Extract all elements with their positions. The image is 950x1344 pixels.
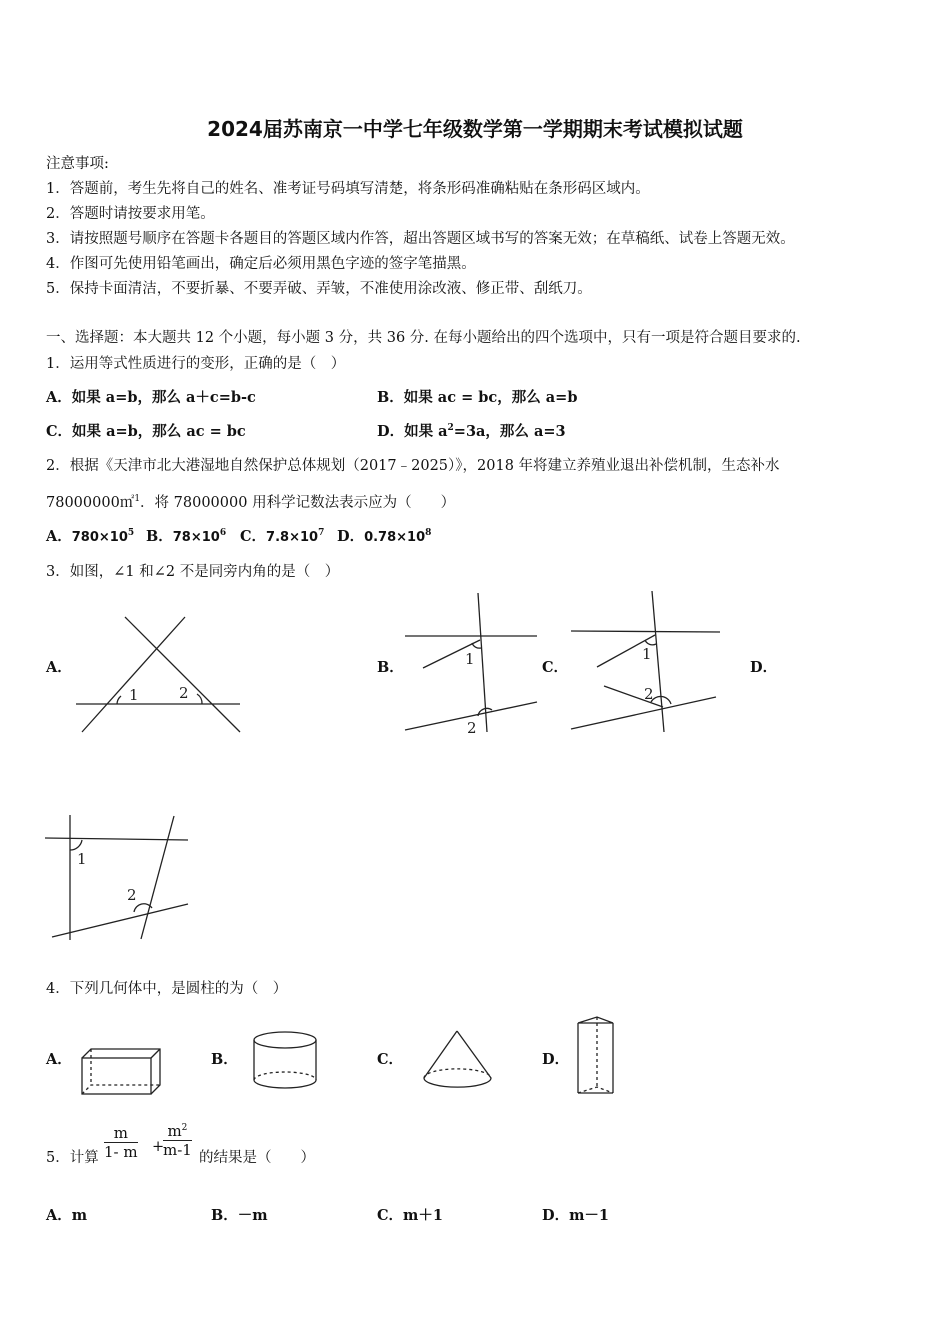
q1-option-d: D．如果 $a^2=3a$，那么 a=3 xyxy=(377,423,566,440)
angle-2-label: 2 xyxy=(467,719,477,737)
angle-2-label: 2 xyxy=(179,684,189,702)
page-title: 2024届苏南京一中学七年级数学第一学期期末考试模拟试题 xyxy=(207,117,743,141)
fraction-m-over-1-minus-m: $\frac{m}{1- m}$ xyxy=(104,1124,138,1161)
angle-2-label: 2 xyxy=(644,685,654,703)
question-5-stem-suffix: 的结果是（ ） xyxy=(199,1150,315,1166)
q2-option-c: C．$7.8\times 10^7$ xyxy=(240,528,325,545)
q3-option-a-label: A． xyxy=(46,659,72,676)
q5-option-b: B．－m xyxy=(211,1207,268,1224)
angle-1-label: 1 xyxy=(465,650,475,668)
q1-option-a: A．如果 a=b，那么 a＋c=b-c xyxy=(46,389,256,406)
q3-option-c-label: C． xyxy=(542,659,569,676)
notice-heading: 注意事项: xyxy=(46,156,109,172)
angle-1-label: 1 xyxy=(642,645,652,663)
question-4-stem: 4．下列几何体中，是圆柱的为（ ） xyxy=(46,981,288,997)
angle-2-label: 2 xyxy=(127,886,137,904)
q2-option-d: D．$0.78\times 10^8$ xyxy=(337,528,432,545)
notice-item: 3．请按照题号顺序在答题卡各题目的答题区域内作答，超出答题区域书写的答案无效；在草稿纸、试卷上答题无效。 xyxy=(46,231,795,247)
q3-option-d-label: D． xyxy=(750,659,778,676)
question-2-stem-cont: 78000000㎡$^1$．将 78000000 用科学记数法表示应为（ ） xyxy=(46,494,456,511)
question-3-stem: 3．如图，∠1 和∠2 不是同旁内角的是（ ） xyxy=(46,564,340,580)
notice-item: 1．答题前，考生先将自己的姓名、准考证号码填写清楚，将条形码准确粘贴在条形码区域内。 xyxy=(46,181,650,197)
q3-option-b-label: B． xyxy=(377,659,404,676)
q4-option-b-label: B． xyxy=(211,1051,238,1068)
notice-item: 4．作图可先使用铅笔画出，确定后必须用黑色字迹的签字笔描黑。 xyxy=(46,256,476,272)
q4-option-d-label: D． xyxy=(542,1051,570,1068)
notice-item: 5．保持卡面清洁，不要折暴、不要弄破、弄皱，不准使用涂改液、修正带、刮纸刀。 xyxy=(46,281,592,297)
q1-option-b: B．如果 ac = bc，那么 a=b xyxy=(377,389,578,406)
q4-option-c-label: C． xyxy=(377,1051,404,1068)
q2-option-a: A．$780\times 10^5$ xyxy=(46,528,135,545)
plus-sign: + xyxy=(152,1139,165,1155)
question-2-stem: 2．根据《天津市北大港湿地自然保护总体规划（2017﹣2025）》，2018 年将建立养殖业退出补偿机制，生态补水 xyxy=(46,458,780,474)
angle-1-label: 1 xyxy=(129,686,139,704)
question-5-stem-prefix: 5．计算 xyxy=(46,1150,99,1166)
q2-option-b: B．$78\times 10^6$ xyxy=(146,528,227,545)
q1-option-c: C．如果 a=b，那么 ac = bc xyxy=(46,423,246,440)
q5-option-d: D．m－1 xyxy=(542,1207,610,1224)
q4-option-a-label: A． xyxy=(46,1051,72,1068)
section-heading: 一、选择题：本大题共 12 个小题，每小题 3 分，共 36 分. 在每小题给出的四个选项中，只有一项是符合题目要求的. xyxy=(46,330,801,346)
q5-option-c: C．m＋1 xyxy=(377,1207,443,1224)
question-1-stem: 1．运用等式性质进行的变形，正确的是（ ） xyxy=(46,356,346,372)
angle-1-label: 1 xyxy=(77,850,87,868)
fraction-m-squared-over-m-minus-1: $\frac{m^2}{m-1}$ xyxy=(163,1122,192,1159)
q5-option-a: A．m xyxy=(46,1207,88,1224)
notice-item: 2．答题时请按要求用笔。 xyxy=(46,206,215,222)
